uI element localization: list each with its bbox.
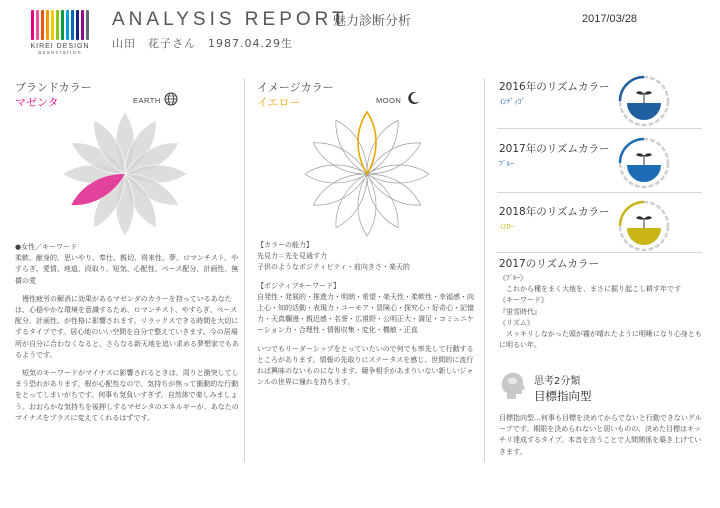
rhythm-divider [497, 128, 702, 129]
brand-color-value: マゼンタ [15, 96, 59, 109]
client-name: 山田 花子さん 1987.04.29生 [112, 37, 293, 50]
report-title: ANALYSIS REPORT [112, 9, 348, 30]
rhythm-arc [620, 77, 644, 101]
rhythm-2017-indicator [617, 136, 671, 190]
keyword-heading: 《キーワード》 [499, 296, 548, 305]
rhythm-divider [497, 192, 702, 193]
brand-description [15, 242, 239, 424]
logo-stripe [76, 10, 79, 40]
rhythm-2016-indicator [617, 74, 671, 128]
head-profile-icon [494, 368, 528, 402]
leadership-paragraph: いつでもリーダーシップをとっていたいので何でも率先して行動するところがあります。情報の先取りにステータスを感じ、世間的に流行れば興味のないものになります。競争相手があまりいない新しいジャンルの世界に憧れを持ちます。 [257, 344, 474, 387]
rhythm-divider [497, 252, 702, 253]
flower-petal [363, 135, 426, 182]
rhythm-2018-indicator [617, 199, 671, 253]
brand-color-heading: ブランドカラー [15, 81, 92, 94]
report-subtitle: 魅力診断分析 [333, 14, 412, 29]
rhythm-2018-color: ｲｴﾛｰ [499, 222, 514, 231]
logo-stripes [20, 10, 100, 40]
flower-petal [309, 166, 372, 213]
keyword-list: 柔軟、献身的、思いやり、奉仕、親切、将来性、夢、ロマンチスト、やすらぎ、愛情、地道、段取り、短気、心配性、ペース配分、計画性、無償の愛 [15, 254, 239, 285]
rhythm-arc [620, 202, 644, 226]
rhythm-2016-label: 2016年のリズムカラー [499, 81, 610, 93]
logo-stripe [31, 10, 34, 40]
logo-stripe [66, 10, 69, 40]
leaf-icon [644, 216, 652, 219]
rhythm-heading: 《リズム》 [499, 318, 534, 327]
rhythm-color-name: 《ﾌﾞﾙｰ》 [499, 274, 527, 282]
image-color-heading: イメージカラー [257, 81, 334, 94]
rhythm-2018-label: 2018年のリズムカラー [499, 206, 610, 218]
keyword-value: 『蛍雪時代』 [499, 307, 541, 316]
image-description [257, 240, 479, 388]
ground-fill [627, 228, 661, 245]
thinking-type: 目標指向型 [534, 389, 592, 403]
logo-stripe [71, 10, 74, 40]
flower-petal [328, 116, 375, 179]
flower-petal [363, 166, 426, 213]
brand-name: KIREI DESIGN [30, 43, 90, 50]
thinking-description [499, 413, 705, 458]
earth-label: EARTH [133, 96, 161, 105]
rhythm-meaning: これから種をまく大地を、まさに掘り起こし耕す年です [499, 285, 681, 294]
logo-stripe [36, 10, 39, 40]
image-color-value: イエロー [257, 96, 301, 109]
ability-heading: 【カラーの能力】 [257, 241, 313, 249]
flower-petal [359, 116, 406, 179]
flower-petal [309, 135, 372, 182]
logo-stripe [86, 10, 89, 40]
ability-line: 先見力＝先を見通す力 [257, 252, 327, 261]
report-date: 2017/03/28 [582, 13, 638, 25]
logo-stripe [56, 10, 59, 40]
positive-keywords: 自発性・発展的・推進力・明朗・希望・楽天性・柔軟性・幸福感・向上心・知的活動・表現力・ユーモア・冒険心・探究心・好奇心・記憶力・天真爛漫・親近感・名誉・広視野・公明正大・満足・コミュニケーション力・合理性・情報収集・変化・機敏・正直 [257, 292, 474, 335]
logo-stripe [81, 10, 84, 40]
keyword-heading: ●女性／キーワード [15, 243, 78, 251]
positive-heading: 【ポジティブキーワード】 [257, 281, 341, 290]
brand-logo [20, 10, 100, 62]
personality-paragraph: 慢性疲労の解消に効果があるマゼンダのカラーを持っているあなたは、心穏やかな環境を意識するため、ロマンチスト、やすらぎ、ペース配分、計画性、が性格に影響されます。リラックスできる時間を大切にするタイプです。居心地のいい空間を自分で整えていきます。今の居場所が自分に合わなくなると、さらなる新天地を追い求める夢想家でもあるようです。 [15, 294, 239, 359]
leaf-icon [644, 153, 652, 156]
negative-paragraph: 短気のキーワードがマイナスに影響されるときは、周りと衝突してしまう恐れがあります。根が心配性なので、気持ちが焦って衝動的な行動をとってしまいがちです。何事も気負いすぎず、自然体で楽しみましょう。おおらかな気持ちを後押しするマゼンタのエネルギーが、あなたのマイナスをプラスに変えてくれるはずです。 [15, 369, 239, 422]
moon-label: MOON [376, 96, 402, 105]
rhythm-arc [620, 139, 644, 163]
column-divider [244, 78, 245, 462]
leaf-icon [636, 216, 644, 219]
leaf-icon [636, 91, 644, 94]
ability-line: 子供のようなポジティビティ・前向きさ・楽天的 [257, 263, 410, 272]
rhythm-2016-color: ｲﾝﾃﾞｨｺﾞ [499, 97, 526, 106]
logo-stripe [51, 10, 54, 40]
leaf-icon [636, 153, 644, 156]
image-flower-graphic [297, 104, 437, 244]
rhythm-2017-label: 2017年のリズムカラー [499, 143, 610, 155]
flower-petal [359, 170, 406, 233]
column-divider [484, 78, 485, 462]
brand-tagline: association [37, 50, 83, 56]
brand-flower-graphic [55, 104, 195, 244]
thinking-paragraph: 目標指向型…何事も目標を決めてからでないと行動できないグループです。期限を決められないと弱いものの、決めた目標はキッチリ達成するタイプ。本音を言うことで人間関係を築き上げていきます。 [499, 414, 702, 456]
crescent-moon-icon [407, 91, 421, 105]
ground-fill [627, 103, 661, 120]
rhythm-2017-color: ﾌﾞﾙｰ [499, 159, 514, 168]
rhythm-detail [499, 273, 704, 351]
logo-stripe [61, 10, 64, 40]
leaf-icon [644, 91, 652, 94]
logo-stripe [41, 10, 44, 40]
flower-petal [328, 170, 375, 233]
thinking-category: 思考2分類 [534, 376, 581, 387]
rhythm-description: スッキリしなかった頭が霧が晴れたように明晰になり心身ともに明るい年。 [499, 330, 702, 350]
logo-stripe [46, 10, 49, 40]
ground-fill [627, 165, 661, 182]
rhythm-detail-heading: 2017のリズムカラー [499, 258, 600, 270]
